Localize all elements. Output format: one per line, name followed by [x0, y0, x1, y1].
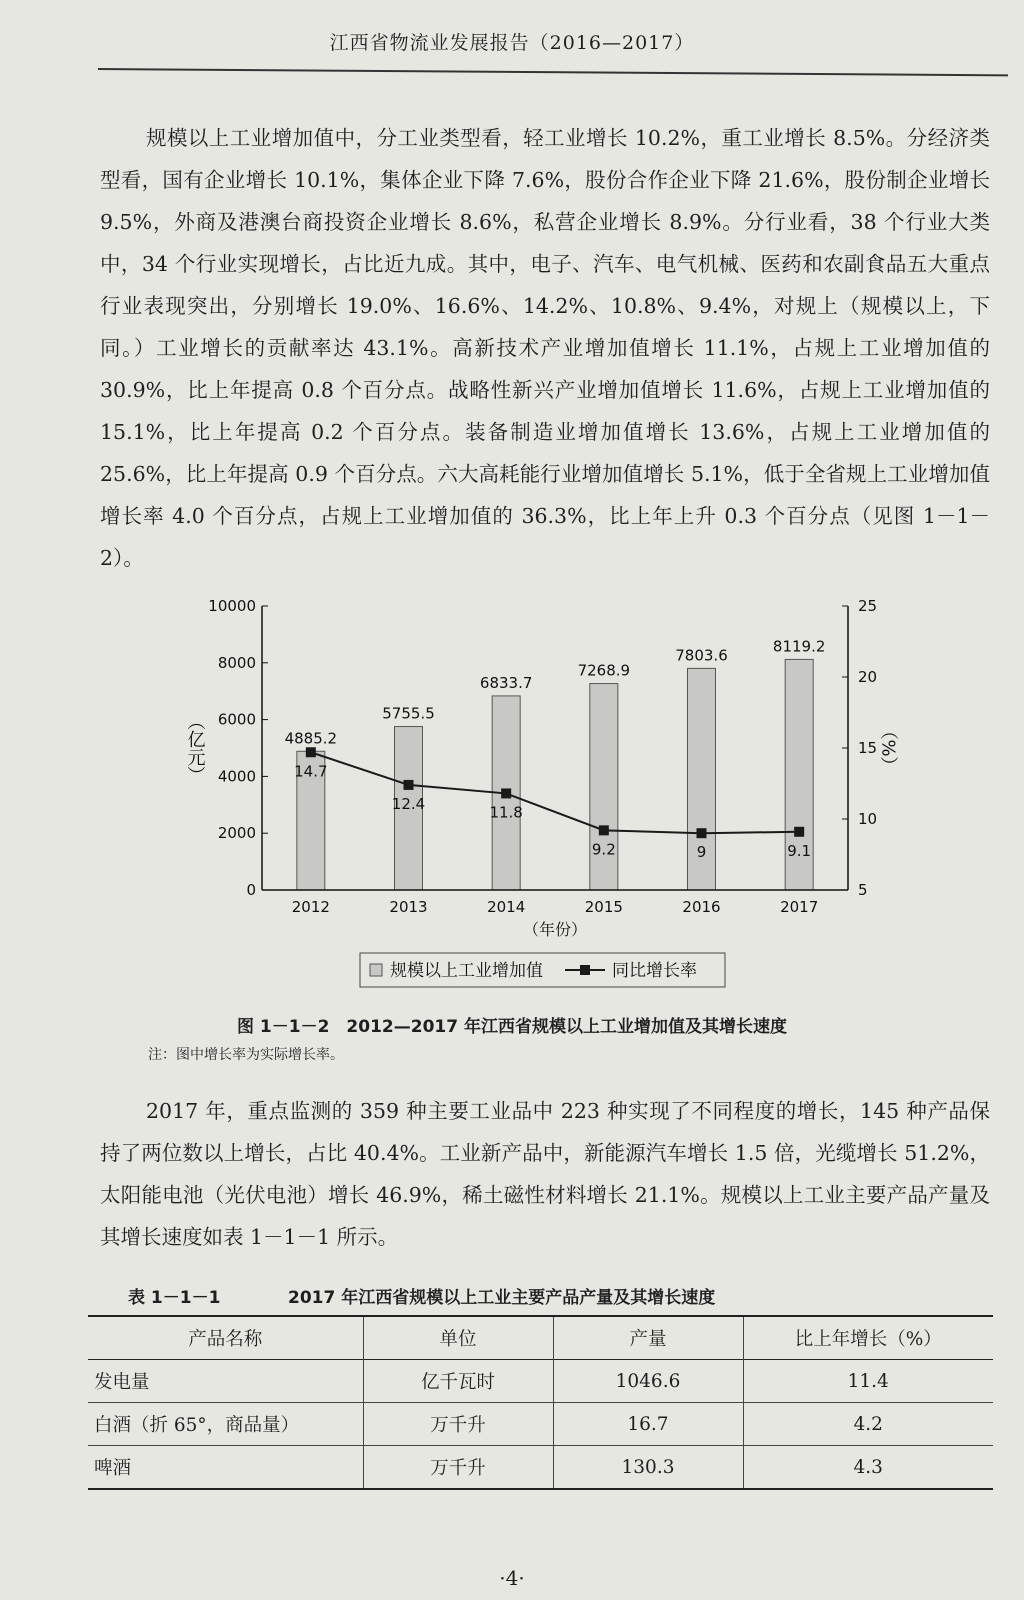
header-output: 产量 — [553, 1316, 743, 1360]
growth-point-2015 — [599, 825, 609, 835]
growth-value-label: 9.1 — [787, 841, 812, 860]
right-tick-label: 15 — [858, 739, 878, 757]
cell-growth: 4.3 — [743, 1446, 993, 1490]
bar-value-label: 4885.2 — [284, 729, 338, 748]
legend-line-marker — [580, 965, 590, 975]
table-number: 表 1－1－1 — [128, 1288, 221, 1308]
right-tick-label: 25 — [858, 597, 878, 615]
cell-product: 发电量 — [94, 1372, 150, 1393]
header-rule — [98, 68, 1008, 76]
bar-value-label: 7803.6 — [675, 646, 728, 665]
right-tick-label: 10 — [858, 810, 878, 828]
header-growth: 比上年增长（%） — [743, 1316, 993, 1360]
cell-product: 白酒（折 65°，商品量） — [94, 1415, 300, 1436]
growth-line — [311, 752, 799, 833]
cell-output: 1046.6 — [553, 1360, 743, 1403]
cell-growth: 4.2 — [743, 1403, 993, 1446]
figure-caption: 图 1－1－2 2012—2017 年江西省规模以上工业增加值及其增长速度 — [237, 1017, 787, 1037]
cell-unit: 万千升 — [363, 1446, 553, 1490]
x-tick-label: 2013 — [389, 898, 428, 916]
bar-value-label: 5755.5 — [382, 704, 435, 723]
left-tick-label: 6000 — [217, 710, 256, 729]
x-tick-label: 2015 — [584, 898, 623, 916]
cell-unit: 亿千瓦时 — [363, 1360, 553, 1403]
right-axis-title: （%） — [877, 721, 899, 775]
bar-line-chart — [140, 588, 900, 1008]
growth-point-2012 — [306, 747, 316, 757]
left-tick-label: 4000 — [217, 767, 256, 786]
growth-value-label: 11.8 — [489, 803, 523, 822]
growth-point-2013 — [404, 780, 414, 790]
chart-container — [140, 588, 900, 1008]
x-tick-label: 2012 — [291, 898, 330, 916]
legend-line-label: 同比增长率 — [612, 961, 697, 981]
table-title-text: 2017 年江西省规模以上工业主要产品产量及其增长速度 — [288, 1288, 716, 1308]
page-number: ·4· — [499, 1566, 525, 1590]
growth-value-label: 12.4 — [391, 794, 426, 813]
cell-output: 130.3 — [553, 1446, 743, 1490]
paragraph-products: 2017 年，重点监测的 359 种主要工业品中 223 种实现了不同程度的增长，145 种产品保持了两位数以上增长，占比 40.4%。工业新产品中，新能源汽车增长 1.5 倍，光缆增长 51.2%，太阳能电池（光伏电池）增长 46.9%，稀土磁性材料增长 21.1%。规模以上工业主要产品产量及其增长速度如表 1－1－1 所示。 — [100, 1099, 990, 1249]
bar-2015 — [590, 684, 618, 890]
left-tick-label: 10000 — [208, 597, 256, 615]
x-tick-label: 2017 — [780, 898, 819, 916]
table-header-row — [88, 1316, 993, 1360]
cell-growth: 11.4 — [743, 1360, 993, 1403]
table-row — [88, 1446, 993, 1490]
header-unit: 单位 — [363, 1316, 553, 1360]
x-axis-title: （年份） — [522, 920, 588, 939]
growth-value-label: 9 — [696, 843, 707, 862]
growth-value-label: 14.7 — [294, 762, 328, 781]
bar-value-label: 6833.7 — [479, 673, 533, 692]
bar-value-label: 7268.9 — [577, 661, 631, 680]
figure-note: 注：图中增长率为实际增长率。 — [148, 1047, 344, 1063]
left-tick-label: 0 — [246, 881, 256, 899]
cell-unit: 万千升 — [363, 1403, 553, 1446]
table-row — [88, 1403, 993, 1446]
right-tick-label: 20 — [858, 668, 878, 686]
left-tick-label: 8000 — [217, 653, 256, 672]
cell-output: 16.7 — [553, 1403, 743, 1446]
growth-point-2014 — [501, 788, 511, 798]
table-row — [88, 1360, 993, 1403]
growth-value-label: 9.2 — [591, 840, 616, 859]
x-tick-label: 2014 — [487, 898, 526, 916]
product-table — [88, 1315, 993, 1490]
right-tick-label: 5 — [858, 881, 868, 899]
growth-point-2017 — [794, 827, 804, 837]
x-tick-label: 2016 — [682, 898, 721, 916]
running-header: 江西省物流业发展报告（2016—2017） — [329, 32, 695, 54]
legend-bar-label: 规模以上工业增加值 — [390, 961, 543, 981]
left-tick-label: 2000 — [217, 824, 256, 843]
cell-product: 啤酒 — [94, 1458, 132, 1479]
table-title — [128, 1283, 1008, 1308]
bar-value-label: 8119.2 — [772, 637, 826, 656]
left-axis-title: （亿元） — [184, 712, 206, 784]
header-product: 产品名称 — [188, 1329, 263, 1350]
legend-bar-swatch — [370, 964, 382, 976]
growth-point-2016 — [697, 828, 707, 838]
paragraph-industry-value: 规模以上工业增加值中，分工业类型看，轻工业增长 10.2%，重工业增长 8.5%。分经济类型看，国有企业增长 10.1%，集体企业下降 7.6%，股份合作企业下降 21.6%，股份制企业增长 9.5%，外商及港澳台商投资企业增长 8.6%，私营企业增长 8.9%。分行业看，38 个行业大类中，34 个行业实现增长，占比近九成。其中，电子、汽车、电气机械、医药和农副食品五大重点行业表现突出，分别增长 19.0%、16.6%、14.2%、10.8%、9.4%，对规上（规模以上，下同。）工业增长的贡献率达 43.1%。高新技术产业增加值增长 11.1%，占规上工业增加值的 30.9%，比上年提高 0.8 个百分点。战略性新兴产业增加值增长 11.6%，占规上工业增加值的 15.1%，比上年提高 0.2 个百分点。装备制造业增加值增长 13.6%，占规上工业增加值的 25.6%，比上年提高 0.9 个百分点。六大高耗能行业增加值增长 5.1%，低于全省规上工业增加值增长率 4.0 个百分点，占规上工业增加值的 36.3%，比上年上升 0.3 个百分点（见图 1－1－2）。 — [100, 126, 990, 570]
